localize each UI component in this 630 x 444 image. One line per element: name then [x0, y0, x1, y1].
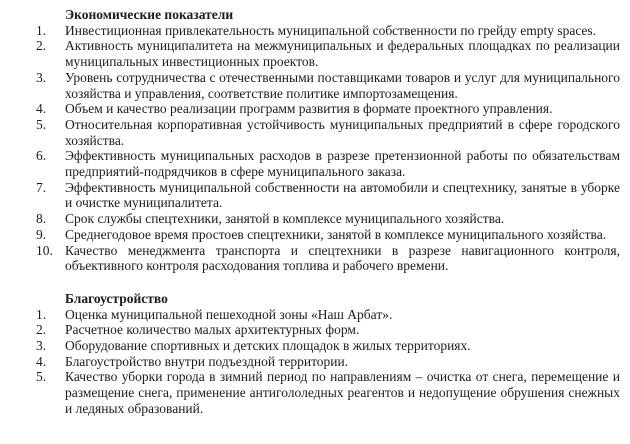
list-item-text: Расчетное количество малых архитектурных форм. — [65, 322, 360, 338]
section-heading-landscaping: Благоустройство — [65, 290, 168, 306]
list-item-text: Оборудование спортивных и детских площадок в жилых территориях. — [65, 338, 471, 354]
list-item — [36, 70, 620, 101]
list-item-text: Качество уборки города в зимний период по направлениям – очистка от снега, перемещение и размещение снега, применение антигололедных реагентов и недопущение обрушения снежных и ледяных образований. — [65, 369, 620, 416]
list-item-text: Эффективность муниципальных расходов в разрезе претензионной работы по обязательствам предприятий-подрядчиков в сфере муниципального заказа. — [65, 148, 620, 180]
list-item-text: Объем и качество реализации программ развития в формате проектного управления. — [65, 101, 553, 117]
list-item — [36, 243, 620, 274]
list-item-number: 5. — [36, 369, 47, 385]
list-item-text: Уровень сотрудничества с отечественными поставщиками товаров и услуг для муниципального хозяйства и управления, соответствие политике импортозамещения. — [65, 69, 620, 101]
list-item-number: 4. — [36, 353, 47, 369]
list-item — [36, 322, 620, 338]
list-item-number: 4. — [36, 101, 47, 117]
list-item-text: Среднегодовое время простоев спецтехники, занятой в комплексе муниципального хозяйства. — [65, 226, 607, 242]
list-item — [36, 369, 620, 416]
list-item-number: 2. — [36, 322, 47, 338]
list-item-text: Оценка муниципальной пешеходной зоны «Наш Арбат». — [65, 306, 393, 322]
list-item-text: Относительная корпоративная устойчивость муниципальных предприятий в сфере городского хозяйства. — [65, 116, 620, 148]
list-item — [36, 338, 620, 354]
list-item-number: 6. — [36, 148, 47, 164]
economic-indicators-list — [36, 23, 620, 274]
list-item-text: Качество менеджмента транспорта и спецтехники в разрезе навигационного контроля, объективного контроля расходования топлива и рабочего времени. — [65, 242, 620, 274]
list-item-text: Благоустройство внутри подъездной территории. — [65, 353, 349, 369]
list-item-text: Эффективность муниципальной собственности на автомобили и спецтехнику, занятые в уборке и очистке муниципалитета. — [65, 179, 620, 211]
list-item-number: 2. — [36, 38, 47, 54]
list-item-number: 5. — [36, 116, 47, 132]
list-item-number: 7. — [36, 179, 47, 195]
list-item-number: 9. — [36, 226, 47, 242]
list-item-text: Активность муниципалитета на межмуниципальных и федеральных площадках по реализации муниципальных инвестиционных проектов. — [65, 38, 620, 70]
list-item-number: 1. — [36, 22, 47, 38]
list-item — [36, 354, 620, 370]
list-item — [36, 307, 620, 323]
list-item — [36, 23, 620, 39]
list-item-number: 1. — [36, 306, 47, 322]
landscaping-list — [36, 307, 620, 417]
list-item — [36, 211, 620, 227]
list-item — [36, 148, 620, 179]
list-item-number: 10. — [36, 242, 53, 258]
list-item-number: 3. — [36, 338, 47, 354]
list-item-text: Инвестиционная привлекательность муниципальной собственности по грейду empty spaces. — [65, 22, 596, 38]
list-item — [36, 38, 620, 69]
list-item — [36, 101, 620, 117]
list-item — [36, 117, 620, 148]
list-item-number: 3. — [36, 69, 47, 85]
list-item — [36, 227, 620, 243]
list-item-text: Срок службы спецтехники, занятой в комплексе муниципального хозяйства. — [65, 211, 505, 227]
section-heading-economic-indicators: Экономические показатели — [65, 7, 234, 22]
document-content — [36, 7, 620, 417]
list-item — [36, 180, 620, 211]
list-item-number: 8. — [36, 211, 47, 227]
